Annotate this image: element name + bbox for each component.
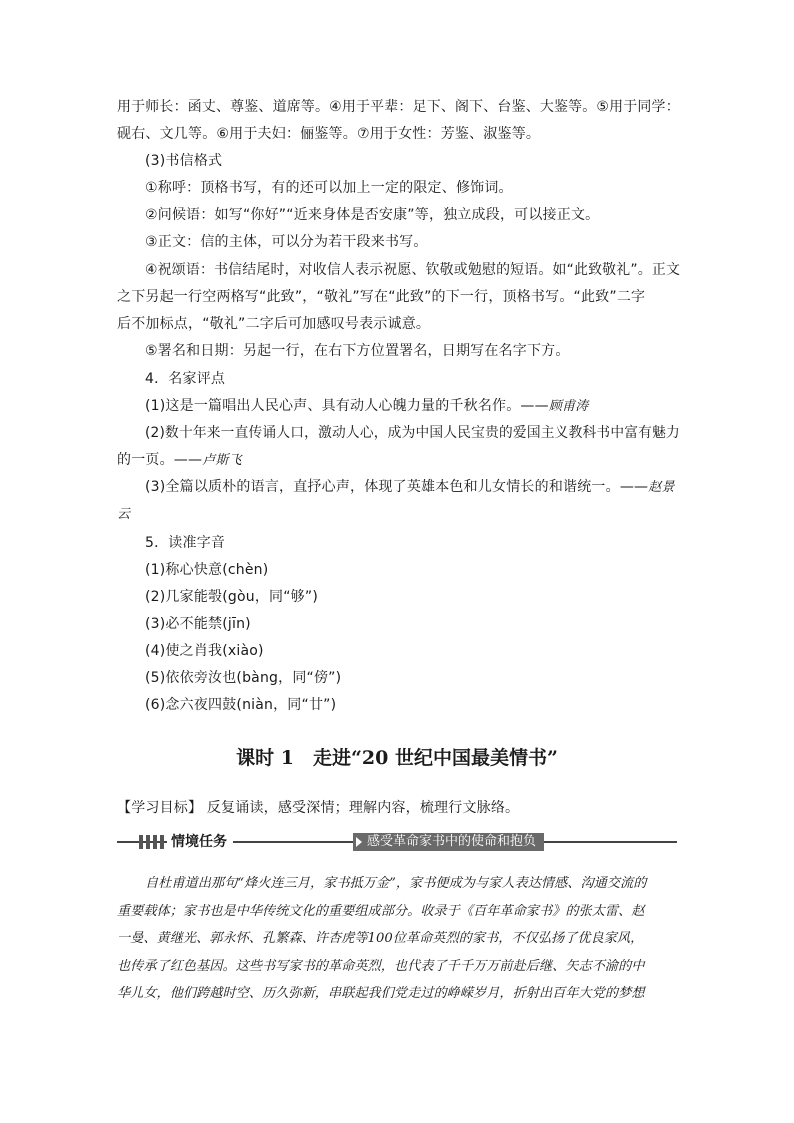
comment-text: (1)这是一篇唱出人民心声、具有动人心魄力量的千秋名作。——: [145, 398, 549, 414]
paragraph-line: 华儿女，他们跨越时空、历久弥新，串联起我们党走过的峥嵘岁月，折射出百年大党的梦想: [117, 986, 645, 1001]
list-item: ③正文：信的主体，可以分为若干段来书写。: [145, 234, 428, 250]
paragraph-line: 重要载体；家书也是中华传统文化的重要组成部分。收录于《百年革命家书》的张太雷、赵: [117, 904, 645, 919]
pronunciation-item: (5)依依旁汝也(bàng，同“傍”): [145, 670, 342, 686]
list-item: ①称呼：顶格书写，有的还可以加上一定的限定、修饰词。: [145, 180, 513, 196]
comment-source: 赵景: [648, 480, 675, 495]
paragraph-line: 也传承了红色基因。这些书写家书的革命英烈，也代表了千千万万前赴后继、矢志不渝的中: [117, 959, 645, 974]
paragraph-line: 一曼、黄继光、郭永怀、孔繁森、许杏虎等100位革命英烈的家书，不仅弘扬了优良家风，: [117, 931, 644, 946]
pronunciation-item: (2)几家能彀(gòu，同“够”): [145, 589, 318, 605]
text-line: 砚右、文几等。⑥用于夫妇：俪鉴等。⑦用于女性：芳鉴、淑鉴等。: [117, 126, 541, 142]
text-line: 用于师长：函丈、尊鉴、道席等。④用于平辈：足下、阁下、台鉴、大鉴等。⑤用于同学：: [117, 99, 680, 115]
triangle-arrow-icon: [356, 837, 362, 847]
list-item: ②问候语：如写“你好”“近来身体是否安康”等，独立成段，可以接正文。: [145, 207, 600, 223]
list-item: ④祝颂语：书信结尾时，对收信人表示祝愿、钦敬或勉慰的短语。如“此致敬礼”。正文: [145, 262, 681, 278]
lesson-title: 课时 1 走进“20 世纪中国最美情书”: [236, 747, 558, 769]
comment-text: (3)全篇以质朴的语言，直抒心声，体现了英雄本色和儿女情长的和谐统一。——: [145, 479, 649, 495]
learning-goals: 【学习目标】 反复诵读，感受深情；理解内容，梳理行文脉络。: [117, 800, 520, 816]
subheading-letter-format: (3)书信格式: [145, 153, 223, 169]
section-heading: 5．读准字音: [145, 535, 226, 551]
comment-source: 顾甫涛: [548, 399, 589, 414]
comment-item: [145, 477, 675, 498]
task-banner: [117, 832, 677, 852]
pronunciation-item: (1)称心快意(chèn): [145, 562, 269, 578]
banner-topic-text: 感受革命家书中的使命和抱负: [367, 834, 537, 849]
paragraph-line: 自杜甫道出那句“烽火连三月，家书抵万金”，家书便成为与家人表达情感、沟通交流的: [145, 876, 647, 891]
text-line: 之下另起一行空两格写“此致”，“敬礼”写在“此致”的下一行，顶格书写。“此致”二字: [117, 289, 646, 305]
text-line: 后不加标点，“敬礼”二字后可加感叹号表示诚意。: [117, 316, 431, 332]
pronunciation-item: (4)使之肖我(xiào): [145, 643, 264, 659]
comment-source: 云: [117, 507, 131, 522]
comment-source: 卢斯飞: [202, 453, 242, 468]
comment-item: [145, 396, 588, 417]
pronunciation-item: (3)必不能禁(jīn): [145, 616, 251, 632]
banner-decoration: [139, 835, 164, 849]
comment-item: [117, 450, 242, 471]
banner-topic: [353, 833, 544, 851]
section-heading: 4．名家评点: [145, 371, 226, 387]
comment-text: 的一页。——: [117, 452, 203, 468]
list-item: ⑤署名和日期：另起一行，在右下方位置署名，日期写在名字下方。: [145, 343, 570, 359]
banner-label: 情境任务: [167, 832, 233, 852]
pronunciation-item: (6)念六夜四鼓(niàn，同“廿”): [145, 697, 337, 713]
comment-item: (2)数十年来一直传诵人口，激动人心，成为中国人民宝贵的爱国主义教科书中富有魅力: [145, 425, 680, 441]
